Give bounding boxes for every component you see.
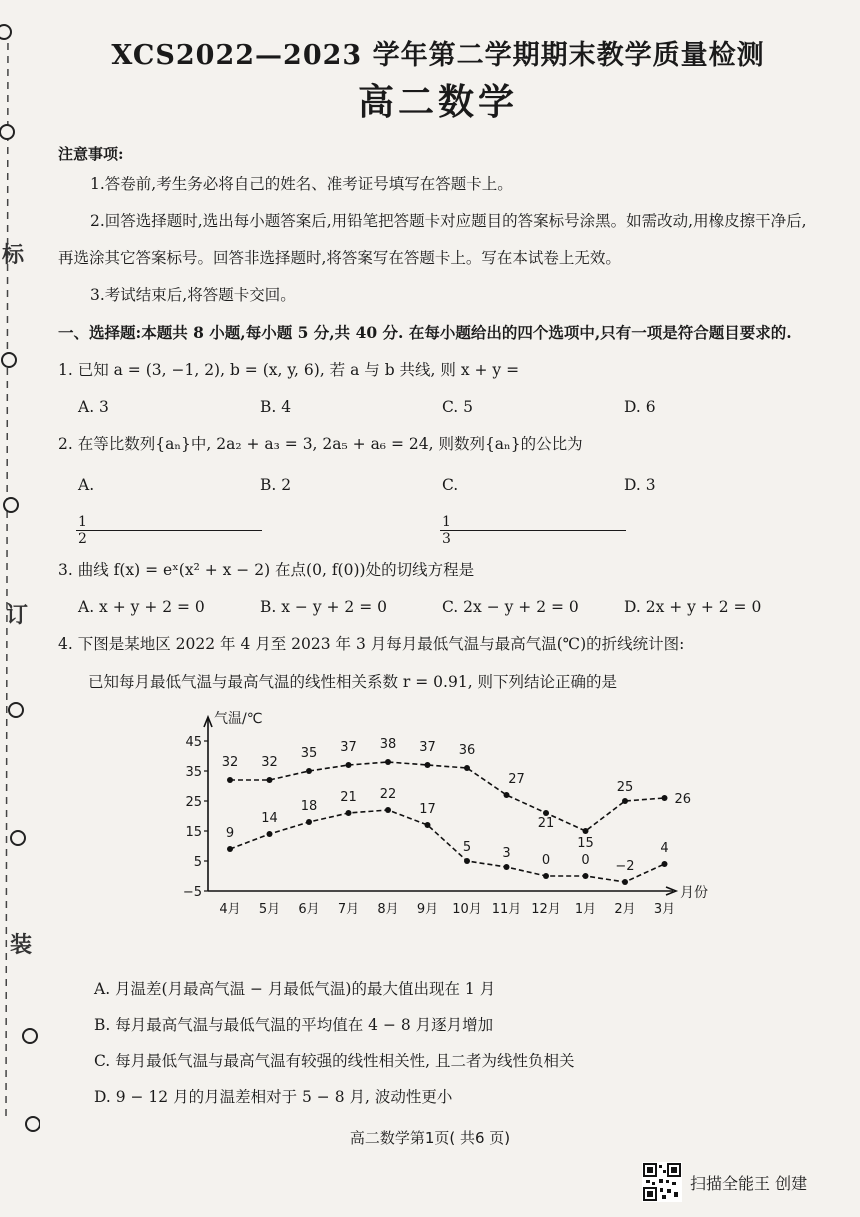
x-tick-label: 12月 [531,902,561,917]
data-label: 35 [300,746,318,761]
x-tick-label: 5月 [258,902,281,917]
binding-hole [0,25,11,39]
binding-hole [0,125,14,139]
q2-option-a: A. $\frac{1}{2}$ [78,463,260,551]
question-1-options [58,389,818,425]
q1-option-a: A. 3 [78,398,109,416]
data-label: 37 [340,740,357,755]
series-line [230,810,665,882]
q4-option-b: B. 每月最高气温与最低气温的平均值在 4 − 8 月逐月增加 [94,1016,494,1034]
q3-option-c: C. 2x − y + 2 = 0 [442,598,579,616]
data-label: 4 [660,841,669,856]
q1-option-d: D. 6 [624,398,656,416]
q1-option-b: B. 4 [260,398,292,416]
data-label: 37 [419,740,436,755]
binding-hole [23,1029,37,1043]
notice-item-3: 3.考试结束后,将答题卡交回。 [90,286,296,304]
data-label: 32 [221,755,239,770]
y-tick-label: 5 [193,855,202,870]
data-point [346,762,352,768]
section-heading: 一、选择题:本题共 8 小题,每小题 5 分,共 40 分. 在每小题给出的四个选项中,只有一项是符合题目要求的. [58,323,792,342]
y-tick-label: 25 [185,795,202,810]
data-label: 17 [419,802,436,817]
y-tick-label: −5 [182,885,202,900]
data-label: 22 [379,787,397,802]
q3-option-b: B. x − y + 2 = 0 [260,598,387,616]
data-point [543,873,549,879]
data-label: 3 [502,846,511,861]
y-axis-label: 气温/℃ [214,711,263,727]
notice-title: 注意事项: [58,145,124,163]
question-4-stem: 4. 下图是某地区 2022 年 4 月至 2023 年 3 月每月最低气温与最高气温(℃)的折线统计图: [58,635,685,653]
question-3-options [58,589,818,625]
data-point [227,846,233,852]
data-point [464,765,470,771]
data-point [385,759,391,765]
x-tick-label: 6月 [298,902,320,917]
watermark-text: 扫描全能王 创建 [690,1173,808,1193]
data-point [504,864,510,870]
x-tick-label: 10月 [452,902,482,917]
data-label: 0 [541,853,551,868]
x-tick-label: 9月 [416,902,439,917]
y-tick-label: 45 [185,735,202,750]
exam-page [58,38,818,1115]
data-label: 21 [340,790,357,805]
q4-option-d: D. 9 − 12 月的月温差相对于 5 − 8 月, 波动性更小 [94,1088,453,1106]
binding-hole [9,703,23,717]
x-axis-label: 月份 [680,885,708,901]
page-footer: 高二数学第1页( 共6 页) [349,1129,511,1147]
data-point [425,822,431,828]
scanner-watermark [642,1162,807,1202]
notice-item-2: 2.回答选择题时,选出每小题答案后,用铅笔把答题卡对应题目的答案标号涂黑。如需改动,用橡皮擦干净后,再选涂其它答案标号。回答非选择题时,将答案写在答题卡上。写在本试卷上无效。 [58,212,807,267]
y-tick-label: 35 [185,765,202,780]
data-point [306,819,312,825]
data-label: 38 [379,737,397,752]
data-label: 32 [261,755,278,770]
data-point [464,858,470,864]
data-point [425,762,431,768]
temperature-line-chart [168,709,728,969]
data-label: 5 [462,840,472,855]
data-label: 27 [508,772,525,787]
x-tick-label: 3月 [653,902,676,917]
data-label: 36 [458,743,476,758]
x-tick-label: 8月 [377,902,399,917]
data-point [583,828,589,834]
data-label: 26 [674,792,692,807]
subject-title: 高二数学 [357,81,518,123]
qr-code-icon [642,1162,682,1202]
data-label: 0 [581,853,590,868]
q4-option-a: A. 月温差(月最高气温 − 月最低气温)的最大值出现在 1 月 [94,980,496,998]
series-line [230,762,665,831]
data-point [622,798,628,804]
binding-hole [11,831,25,845]
data-point [306,768,312,774]
q2-option-d: D. 3 [624,476,656,494]
data-label: 25 [616,780,634,795]
q2-option-b: B. 2 [260,476,292,494]
notice-item-1: 1.答卷前,考生务必将自己的姓名、准考证号填写在答题卡上。 [90,175,513,193]
data-point [227,777,233,783]
data-label: 15 [577,836,594,851]
side-char-biao: 标 [2,242,25,268]
data-point [662,861,668,867]
data-point [267,777,273,783]
data-label: 14 [261,811,278,826]
data-point [346,810,352,816]
q3-option-a: A. x + y + 2 = 0 [78,598,205,616]
q4-option-c: C. 每月最低气温与最高气温有较强的线性相关性, 且二者为线性负相关 [94,1052,575,1070]
binding-hole [2,353,16,367]
q2-option-c: C. $\frac{1}{3}$ [442,463,624,551]
question-2-stem: 2. 在等比数列{aₙ}中, 2a₂ + a₃ = 3, 2a₅ + a₆ = 24, 则数列{aₙ}的公比为 [58,435,583,453]
data-point [583,873,589,879]
side-char-zhuang: 装 [10,932,33,958]
exam-title: XCS2022—2023 学年第二学期期末教学质量检测 [111,40,765,71]
x-tick-label: 4月 [219,902,241,917]
data-label: 21 [537,816,555,831]
x-tick-label: 11月 [491,902,522,917]
q3-option-d: D. 2x + y + 2 = 0 [624,598,762,616]
data-point [622,879,628,885]
x-tick-label: 2月 [614,902,636,917]
binding-hole [4,498,18,512]
data-point [267,831,273,837]
temperature-chart [58,709,818,971]
question-4-stem-2: 已知每月最低气温与最高气温的线性相关系数 r = 0.91, 则下列结论正确的是 [88,673,618,691]
x-tick-label: 1月 [574,902,597,917]
data-label: 18 [300,799,318,814]
data-label: 9 [225,826,235,841]
question-2-options [58,463,818,551]
y-tick-label: 15 [185,825,202,840]
data-point [385,807,391,813]
question-3-stem: 3. 曲线 f(x) = eˣ(x² + x − 2) 在点(0, f(0))处的切线方程是 [58,561,475,579]
data-point [662,795,668,801]
q1-option-c: C. 5 [442,398,474,416]
x-tick-label: 7月 [337,902,360,917]
data-point [504,792,510,798]
question-1-stem: 1. 已知 a = (3, −1, 2), b = (x, y, 6), 若 a 与 b 共线, 则 x + y = [58,361,520,379]
side-char-ding: 订 [6,602,29,628]
data-label: −2 [615,859,635,874]
